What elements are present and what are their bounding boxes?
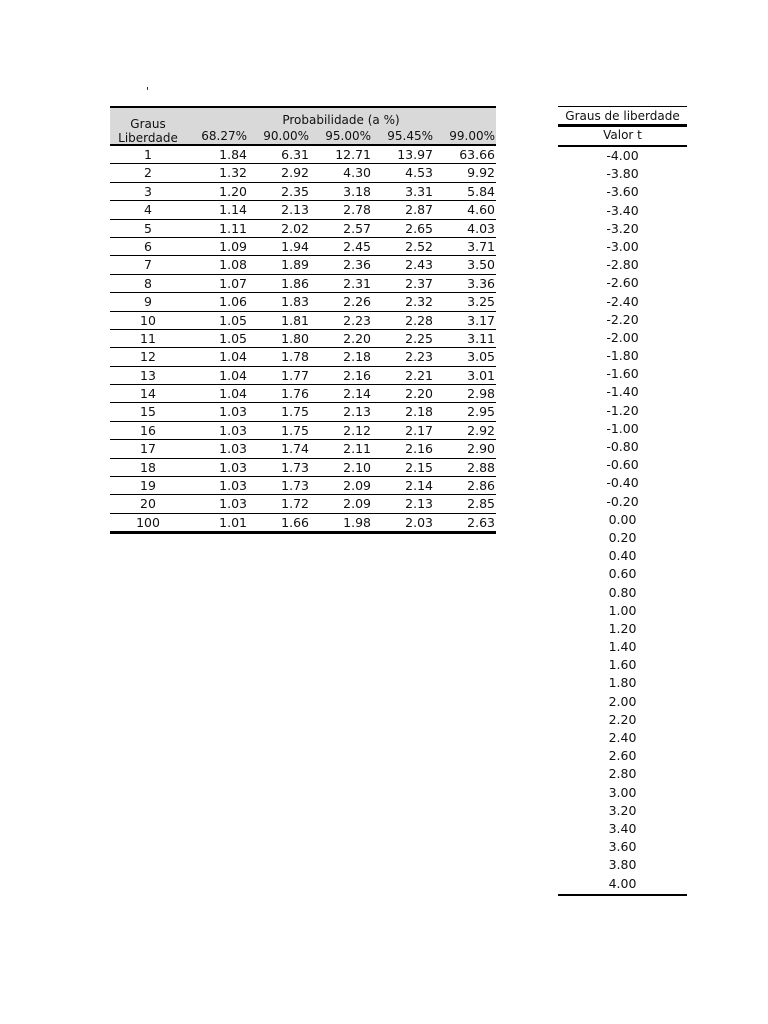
- valor-t-item: -2.00: [606, 329, 639, 345]
- valor-t-item: 3.80: [608, 857, 637, 873]
- value-cell: 2.87: [405, 202, 433, 218]
- value-cell: 2.63: [467, 514, 495, 530]
- valor-t-item: 0.20: [608, 529, 637, 545]
- value-cell: 2.92: [281, 165, 309, 181]
- value-cell: 4.60: [467, 202, 495, 218]
- value-cell: 2.65: [405, 220, 433, 236]
- table-row: [110, 348, 496, 366]
- valor-t-item: 0.00: [608, 511, 637, 527]
- table-row: [110, 220, 496, 238]
- table-header: [110, 106, 496, 146]
- valor-t-item: 3.60: [608, 839, 637, 855]
- value-cell: 2.37: [405, 275, 433, 291]
- pct-header: 95.00%: [325, 129, 371, 143]
- liberdade-label: Liberdade: [118, 131, 178, 145]
- valor-t-item: -3.60: [606, 184, 639, 200]
- value-cell: 1.80: [281, 330, 309, 346]
- value-cell: 1.03: [219, 422, 247, 438]
- valor-t-item: -3.40: [606, 202, 639, 218]
- valor-t-item: 1.40: [608, 639, 637, 655]
- valor-t-item: 2.60: [608, 748, 637, 764]
- value-cell: 2.57: [343, 220, 371, 236]
- value-cell: 1.81: [281, 312, 309, 328]
- value-cell: 2.11: [343, 441, 371, 457]
- value-cell: 1.08: [219, 257, 247, 273]
- table-row: [110, 403, 496, 421]
- value-cell: 2.13: [343, 404, 371, 420]
- table-row: [110, 367, 496, 385]
- value-cell: 1.86: [281, 275, 309, 291]
- value-cell: 2.25: [405, 330, 433, 346]
- valor-t-list: [558, 147, 687, 896]
- value-cell: 2.13: [405, 496, 433, 512]
- valor-t-item: -2.20: [606, 311, 639, 327]
- df-cell: 100: [136, 514, 160, 530]
- df-cell: 15: [140, 404, 156, 420]
- value-cell: 1.01: [219, 514, 247, 530]
- value-cell: 2.15: [405, 459, 433, 475]
- valor-t-item: 0.80: [608, 584, 637, 600]
- table-body: [110, 146, 496, 534]
- value-cell: 1.89: [281, 257, 309, 273]
- value-cell: 4.53: [405, 165, 433, 181]
- value-cell: 2.17: [405, 422, 433, 438]
- df-cell: 9: [144, 294, 152, 310]
- value-cell: 3.11: [467, 330, 495, 346]
- table-row: [110, 422, 496, 440]
- table-row: [110, 201, 496, 219]
- df-cell: 1: [144, 147, 152, 162]
- df-cell: 18: [140, 459, 156, 475]
- value-cell: 1.73: [281, 459, 309, 475]
- value-cell: 2.23: [405, 349, 433, 365]
- df-cell: 6: [144, 238, 152, 254]
- valor-t-item: 3.20: [608, 802, 637, 818]
- value-cell: 1.94: [281, 238, 309, 254]
- value-cell: 2.45: [343, 238, 371, 254]
- df-cell: 20: [140, 496, 156, 512]
- valor-t-header: Valor t: [558, 127, 687, 147]
- table-row: [110, 183, 496, 201]
- value-cell: 1.03: [219, 441, 247, 457]
- value-cell: 1.04: [219, 386, 247, 402]
- valor-t-item: -0.60: [606, 457, 639, 473]
- pct-header: 90.00%: [263, 129, 309, 143]
- valor-t-table: [558, 106, 687, 896]
- value-cell: 2.21: [405, 367, 433, 383]
- value-cell: 2.09: [343, 496, 371, 512]
- value-cell: 2.10: [343, 459, 371, 475]
- valor-t-item: -3.20: [606, 220, 639, 236]
- value-cell: 2.12: [343, 422, 371, 438]
- value-cell: 2.78: [343, 202, 371, 218]
- value-cell: 2.18: [405, 404, 433, 420]
- table-row: [110, 256, 496, 274]
- pct-header: 95.45%: [387, 129, 433, 143]
- table-row: [110, 293, 496, 311]
- valor-t-item: 0.40: [608, 548, 637, 564]
- valor-t-item: 2.80: [608, 766, 637, 782]
- value-cell: 1.75: [281, 422, 309, 438]
- value-cell: 2.35: [281, 183, 309, 199]
- table-row: [110, 312, 496, 330]
- value-cell: 2.43: [405, 257, 433, 273]
- value-cell: 1.66: [281, 514, 309, 530]
- df-cell: 5: [144, 220, 152, 236]
- df-cell: 3: [144, 183, 152, 199]
- value-cell: 1.06: [219, 294, 247, 310]
- value-cell: 1.20: [219, 183, 247, 199]
- value-cell: 3.31: [405, 183, 433, 199]
- valor-t-item: 1.00: [608, 602, 637, 618]
- value-cell: 2.20: [343, 330, 371, 346]
- value-cell: 3.05: [467, 349, 495, 365]
- value-cell: 1.04: [219, 349, 247, 365]
- pct-header: 99.00%: [449, 129, 495, 143]
- valor-t-item: -0.40: [606, 475, 639, 491]
- value-cell: 13.97: [397, 147, 433, 162]
- value-cell: 1.72: [281, 496, 309, 512]
- valor-t-item: 2.20: [608, 711, 637, 727]
- value-cell: 1.05: [219, 312, 247, 328]
- df-cell: 8: [144, 275, 152, 291]
- value-cell: 2.23: [343, 312, 371, 328]
- df-cell: 11: [140, 330, 156, 346]
- value-cell: 2.32: [405, 294, 433, 310]
- value-cell: 1.11: [219, 220, 247, 236]
- table-row: [110, 495, 496, 513]
- value-cell: 4.30: [343, 165, 371, 181]
- value-cell: 1.98: [343, 514, 371, 530]
- value-cell: 2.14: [343, 386, 371, 402]
- valor-t-item: -0.80: [606, 439, 639, 454]
- table-row: [110, 385, 496, 403]
- graus-de-liberdade-header: Graus de liberdade: [558, 106, 687, 127]
- value-cell: 2.85: [467, 496, 495, 512]
- value-cell: 2.88: [467, 459, 495, 475]
- value-cell: 2.13: [281, 202, 309, 218]
- value-cell: 1.14: [219, 202, 247, 218]
- valor-t-item: -2.80: [606, 257, 639, 273]
- value-cell: 6.31: [281, 147, 309, 162]
- value-cell: 1.75: [281, 404, 309, 420]
- t-distribution-table: [110, 106, 496, 534]
- value-cell: 9.92: [467, 165, 495, 181]
- value-cell: 2.20: [405, 386, 433, 402]
- value-cell: 1.76: [281, 386, 309, 402]
- value-cell: 1.03: [219, 459, 247, 475]
- value-cell: 1.74: [281, 441, 309, 457]
- value-cell: 3.36: [467, 275, 495, 291]
- value-cell: 2.92: [467, 422, 495, 438]
- pct-header: 68.27%: [201, 129, 247, 143]
- value-cell: 1.05: [219, 330, 247, 346]
- value-cell: 1.04: [219, 367, 247, 383]
- value-cell: 1.77: [281, 367, 309, 383]
- value-cell: 2.02: [281, 220, 309, 236]
- table-row: [110, 146, 496, 164]
- value-cell: 2.98: [467, 386, 495, 402]
- valor-t-item: -1.20: [606, 402, 639, 418]
- valor-t-item: -1.60: [606, 366, 639, 382]
- valor-t-item: -0.20: [606, 493, 639, 509]
- value-cell: 1.09: [219, 238, 247, 254]
- valor-t-item: -1.40: [606, 384, 639, 400]
- value-cell: 2.03: [405, 514, 433, 530]
- value-cell: 1.84: [219, 147, 247, 162]
- value-cell: 1.03: [219, 404, 247, 420]
- valor-t-item: -3.00: [606, 238, 639, 254]
- value-cell: 1.32: [219, 165, 247, 181]
- df-cell: 7: [144, 257, 152, 273]
- table-row: [110, 514, 496, 534]
- value-cell: 2.90: [467, 441, 495, 457]
- valor-t-item: 2.40: [608, 730, 637, 745]
- valor-t-item: -3.80: [606, 166, 639, 182]
- value-cell: 1.03: [219, 478, 247, 494]
- valor-t-item: 1.20: [608, 620, 637, 636]
- df-cell: 10: [140, 312, 156, 328]
- df-cell: 16: [140, 422, 156, 438]
- value-cell: 1.73: [281, 478, 309, 494]
- value-cell: 2.16: [405, 441, 433, 457]
- table-row: [110, 477, 496, 495]
- valor-t-item: 0.60: [608, 566, 637, 582]
- valor-t-item: 1.80: [608, 675, 637, 691]
- value-cell: 2.31: [343, 275, 371, 291]
- value-cell: 1.83: [281, 294, 309, 310]
- table-row: [110, 164, 496, 182]
- valor-t-item: -1.80: [606, 348, 639, 364]
- valor-t-item: 1.60: [608, 657, 637, 673]
- df-cell: 14: [140, 386, 156, 402]
- df-cell: 2: [144, 165, 152, 181]
- valor-t-item: -2.60: [606, 275, 639, 291]
- value-cell: 3.25: [467, 294, 495, 310]
- table-row: [110, 330, 496, 348]
- table-row: [110, 275, 496, 293]
- value-cell: 3.71: [467, 238, 495, 254]
- value-cell: 1.07: [219, 275, 247, 291]
- stray-mark: ': [146, 85, 150, 98]
- probabilidade-header: Probabilidade (a %): [282, 113, 400, 127]
- value-cell: 3.50: [467, 257, 495, 273]
- value-cell: 3.17: [467, 312, 495, 328]
- value-cell: 3.18: [343, 183, 371, 199]
- value-cell: 1.78: [281, 349, 309, 365]
- value-cell: 2.28: [405, 312, 433, 328]
- value-cell: 2.95: [467, 404, 495, 420]
- value-cell: 2.14: [405, 478, 433, 494]
- graus-liberdade-header: [110, 117, 186, 145]
- value-cell: 2.09: [343, 478, 371, 494]
- valor-t-item: 2.00: [608, 693, 637, 709]
- value-cell: 63.66: [459, 147, 495, 162]
- value-cell: 2.52: [405, 238, 433, 254]
- table-row: [110, 459, 496, 477]
- value-cell: 2.36: [343, 257, 371, 273]
- value-cell: 1.03: [219, 496, 247, 512]
- valor-t-item: -4.00: [606, 148, 639, 163]
- valor-t-item: -2.40: [606, 293, 639, 309]
- valor-t-item: -1.00: [606, 420, 639, 436]
- valor-t-item: 3.00: [608, 784, 637, 800]
- table-row: [110, 440, 496, 458]
- df-cell: 12: [140, 349, 156, 365]
- value-cell: 4.03: [467, 220, 495, 236]
- df-cell: 17: [140, 441, 156, 457]
- value-cell: 5.84: [467, 183, 495, 199]
- valor-t-item: 4.00: [608, 875, 637, 891]
- value-cell: 3.01: [467, 367, 495, 383]
- valor-t-item: 3.40: [608, 820, 637, 836]
- value-cell: 2.26: [343, 294, 371, 310]
- value-cell: 2.16: [343, 367, 371, 383]
- table-row: [110, 238, 496, 256]
- df-cell: 13: [140, 367, 156, 383]
- value-cell: 2.18: [343, 349, 371, 365]
- value-cell: 2.86: [467, 478, 495, 494]
- df-cell: 19: [140, 478, 156, 494]
- graus-label: Graus: [130, 117, 166, 131]
- df-cell: 4: [144, 202, 152, 218]
- value-cell: 12.71: [335, 147, 371, 162]
